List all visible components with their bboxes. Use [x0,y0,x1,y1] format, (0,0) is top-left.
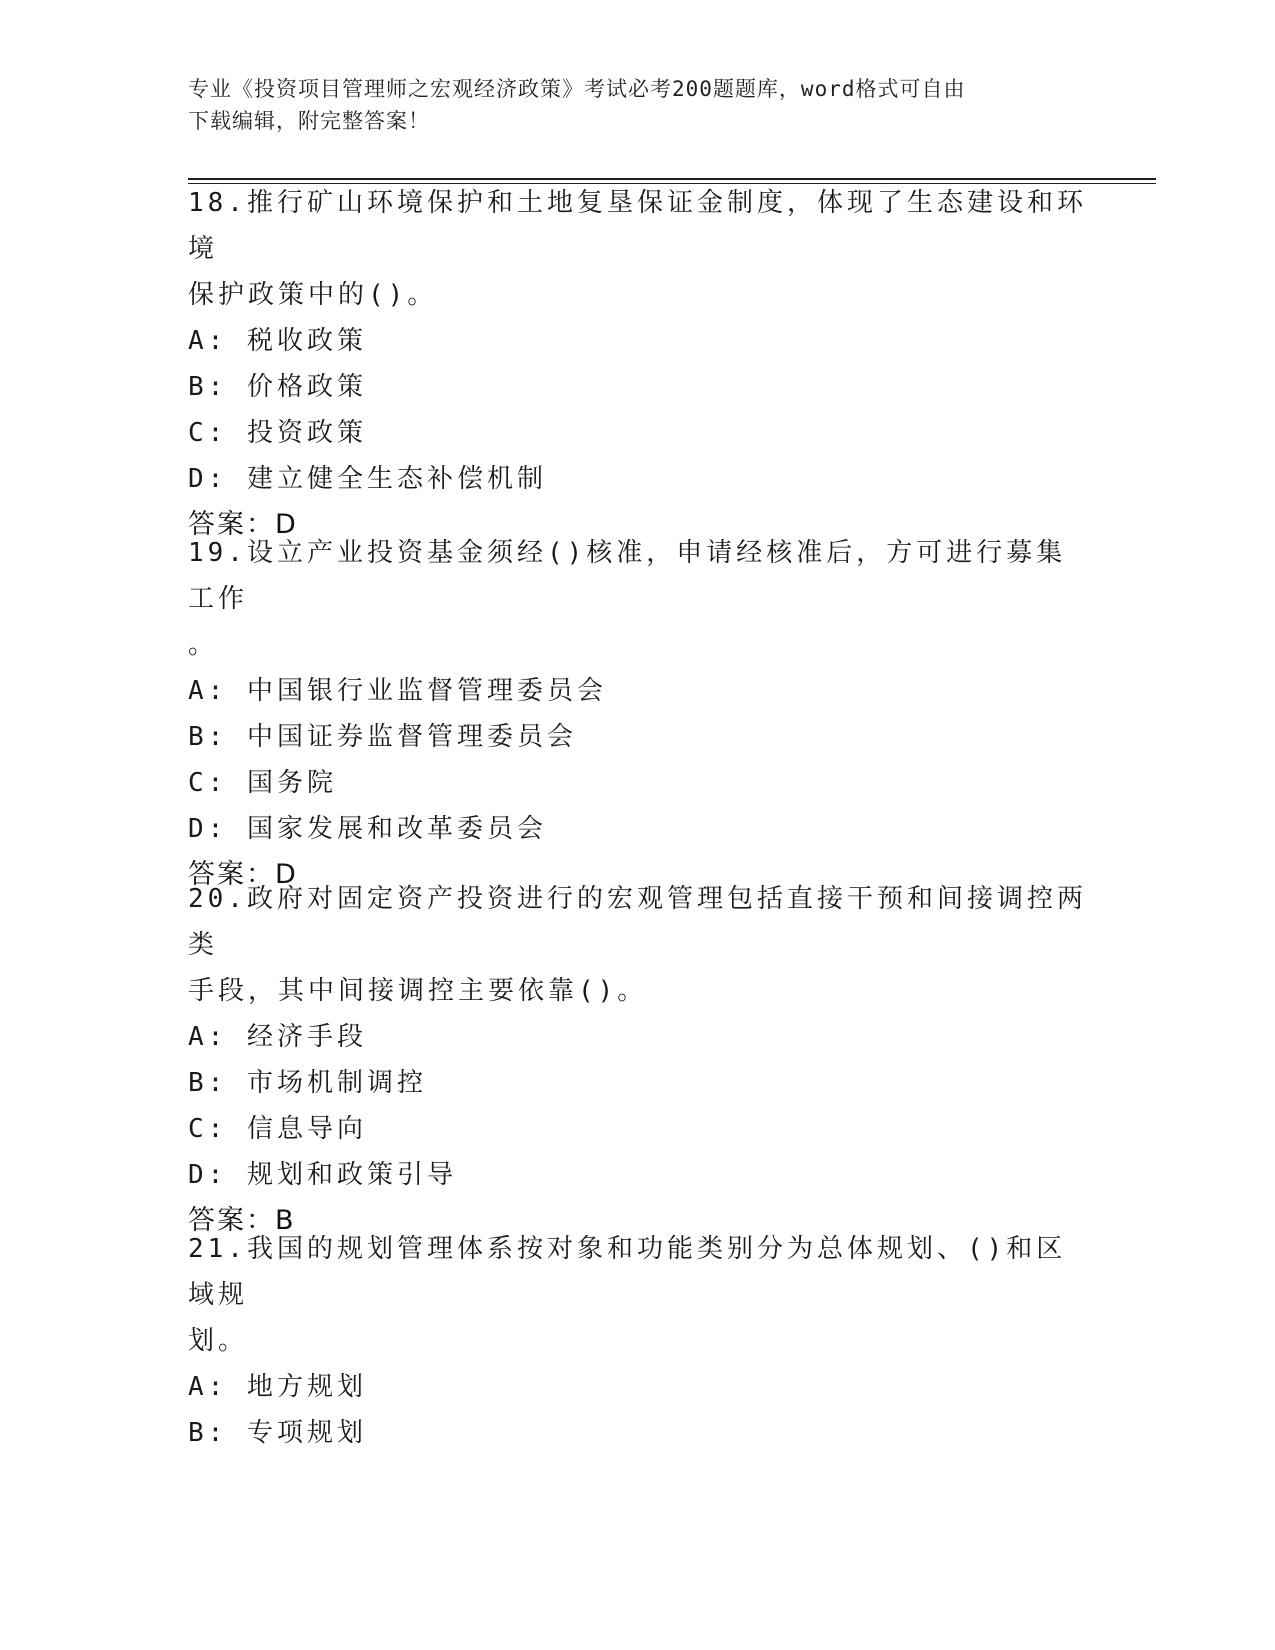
question-21 [188,1226,1088,1456]
option-b [188,1410,1088,1456]
option-b [188,714,1088,760]
question-stem-line-2: 划。 [188,1326,249,1356]
option-text: 规划和政策引导 [246,1160,457,1190]
option-text: 价格政策 [246,372,367,402]
option-letter: C: [188,418,228,448]
option-b [188,1060,1088,1106]
option-text: 经济手段 [246,1022,367,1052]
option-a [188,668,1088,714]
option-text: 市场机制调控 [246,1068,427,1098]
option-letter: C: [188,1114,228,1144]
option-letter: D: [188,814,228,844]
option-letter: A: [188,1372,228,1402]
option-a [188,1014,1088,1060]
option-c [188,410,1088,456]
option-text: 地方规划 [246,1372,367,1402]
header-line-1: 专业《投资项目管理师之宏观经济政策》考试必考200题题库，word格式可自由 [188,77,966,101]
question-stem-line-1: 18.推行矿山环境保护和土地复垦保证金制度，体现了生态建设和环境 [188,188,1087,264]
option-a [188,318,1088,364]
answer-line: 答案：D [188,509,298,540]
option-d [188,806,1088,852]
question-18 [188,180,1088,548]
option-c [188,1106,1088,1152]
question-stem-line-2: 手段，其中间接调控主要依靠()。 [188,976,648,1006]
answer-line: 答案：D [188,859,298,890]
option-letter: A: [188,326,228,356]
option-b [188,364,1088,410]
question-stem-line-2: 保护政策中的()。 [188,280,438,310]
option-text: 建立健全生态补偿机制 [246,464,547,494]
option-letter: B: [188,1418,228,1448]
question-stem-line-1: 21.我国的规划管理体系按对象和功能类别分为总体规划、()和区域规 [188,1234,1067,1310]
question-19 [188,530,1088,898]
option-d [188,1152,1088,1198]
option-c [188,760,1088,806]
question-stem-line-1: 20.政府对固定资产投资进行的宏观管理包括直接干预和间接调控两类 [188,884,1087,960]
option-letter: B: [188,1068,228,1098]
option-text: 中国证券监督管理委员会 [246,722,577,752]
header-line-2: 下载编辑，附完整答案！ [188,109,430,133]
document-header [188,73,1088,137]
option-letter: A: [188,676,228,706]
option-text: 投资政策 [246,418,367,448]
option-text: 税收政策 [246,326,367,356]
option-letter: B: [188,722,228,752]
answer-line: 答案：B [188,1205,296,1236]
option-letter: D: [188,1160,228,1190]
option-a [188,1364,1088,1410]
option-letter: B: [188,372,228,402]
question-stem-line-2: 。 [188,630,219,660]
option-d [188,456,1088,502]
option-text: 国家发展和改革委员会 [246,814,547,844]
option-letter: A: [188,1022,228,1052]
option-letter: C: [188,768,228,798]
option-text: 信息导向 [246,1114,367,1144]
option-text: 中国银行业监督管理委员会 [246,676,607,706]
question-stem-line-1: 19.设立产业投资基金须经()核准，申请经核准后，方可进行募集工作 [188,538,1067,614]
question-20 [188,876,1088,1244]
option-text: 国务院 [246,768,337,798]
option-text: 专项规划 [246,1418,367,1448]
option-letter: D: [188,464,228,494]
